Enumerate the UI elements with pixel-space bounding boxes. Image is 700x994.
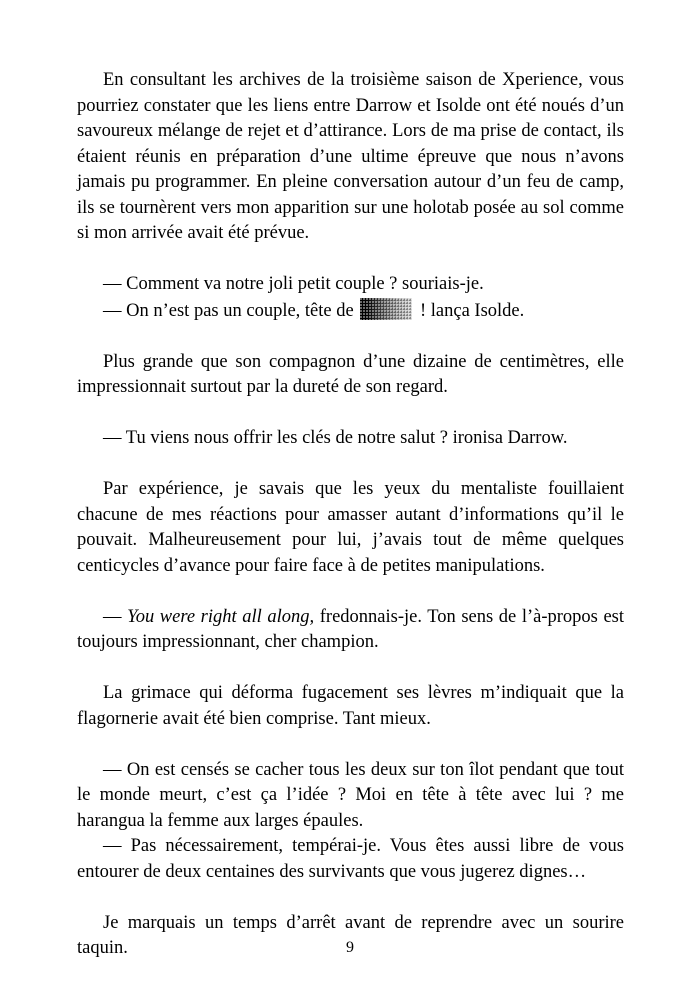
paragraph-grimace: La grimace qui déforma fugacement ses lèvres m’indiquait que la flagornerie avait été bien comprise. Tant mieux.: [77, 683, 624, 729]
dialogue-line-tempered: — Pas nécessairement, tempérai-je. Vous êtes aussi libre de vous entourer de deux centaines des survivants que vous jugerez dignes…: [77, 836, 624, 882]
paragraph-archives: En consultant les archives de la troisième saison de Xperience, vous pourriez constater que les liens entre Darrow et Isolde ont été noués d’un savoureux mélange de rejet et d’attirance. Lors de ma prise de contact, ils étaient réunis en préparation d’une ultime épreuve que nous n’avons jamais pu programmer. En pleine conversation autour d’un feu de camp, ils se tournèrent vers mon apparition sur une holotab posée au sol comme si mon arrivée avait été prévue.: [77, 70, 624, 243]
dialogue-line-islet: — On est censés se cacher tous les deux sur ton îlot pendant que tout le monde meurt, c’est ça l’idée ? Moi en tête à tête avec lui ? me harangua la femme aux larges épaules.: [77, 759, 624, 831]
page-body: [77, 68, 624, 962]
dialogue-dash: —: [103, 606, 122, 627]
paragraph-gap: [77, 656, 624, 682]
paragraph-gap: [77, 732, 624, 758]
paragraph-gap: [77, 247, 624, 273]
paragraph-gap: [77, 324, 624, 350]
paragraph-mentalist: Par expérience, je savais que les yeux du mentaliste fouillaient chacune de mes réactions pour amasser autant d’informations qu’il le pouvait. Malheureusement pour lui, j’avais tout de même quelques centicycles d’avance pour faire face à de petites manipulations.: [77, 479, 624, 576]
dialogue-line-couple-question: — Comment va notre joli petit couple ? souriais-je.: [103, 274, 484, 294]
dialogue-line-song: [77, 605, 624, 656]
censored-word-block: [360, 298, 412, 320]
dialogue-text-before-censor: — On n’est pas un couple, tête de: [103, 300, 354, 321]
paragraph-gap: [77, 401, 624, 427]
paragraph-gap: [77, 452, 624, 478]
paragraph-pause: Je marquais un temps d’arrêt avant de reprendre avec un sourire taquin.: [77, 912, 624, 958]
italic-song-lyric: You were right all along,: [127, 606, 315, 627]
paragraph-gap: [77, 885, 624, 911]
page-number: 9: [346, 939, 354, 956]
dialogue-text-after-censor: ! lança Isolde.: [419, 300, 525, 321]
paragraph-isolde-description: Plus grande que son compagnon d’une dizaine de centimètres, elle impressionnait surtout par la dureté de son regard.: [77, 351, 624, 397]
paragraph-gap: [77, 579, 624, 605]
dialogue-line-darrow-irony: — Tu viens nous offrir les clés de notre salut ? ironisa Darrow.: [103, 428, 568, 448]
dialogue-song-rest: fredonnais-je. Ton sens de l’à-propos est toujours impressionnant, cher champion.: [77, 606, 625, 652]
dialogue-line-isolde-reply: [77, 298, 624, 325]
